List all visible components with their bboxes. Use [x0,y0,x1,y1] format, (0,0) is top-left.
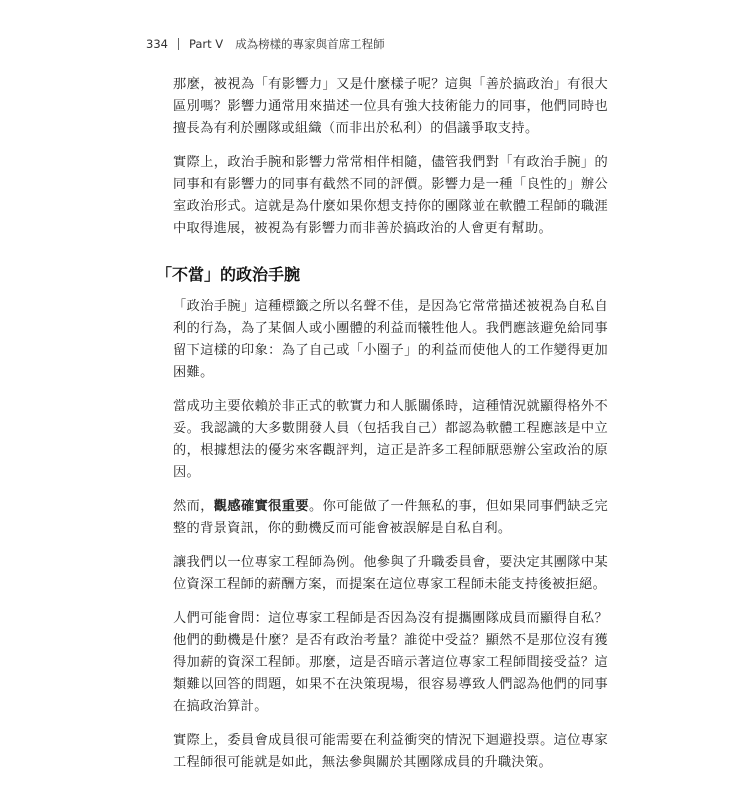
running-header [146,36,385,52]
part-label: Part V [188,37,224,51]
paragraph-rest: 。你可能做了一件無私的事，但如果同事們缺乏完整的背景資訊，你的動機反而可能會被誤解是自私自利。 [173,499,608,536]
paragraph: 「政治手腕」這種標籤之所以名聲不佳，是因為它常常描述被視為自私自利的行為，為了某個人或小團體的利益而犧牲他人。我們應該避免給同事留下這樣的印象：為了自己或「小圈子」的利益而使他人的工作變得更加困難。 [173,299,608,380]
paragraph-lead: 然而， [173,499,214,514]
chapter-title: 成為榜樣的專家與首席工程師 [235,37,385,51]
paragraph: 實際上，政治手腕和影響力常常相伴相隨，儘管我們對「有政治手腕」的同事和有影響力的同事有截然不同的評價。影響力是一種「良性的」辦公室政治形式。這就是為什麼如果你想支持你的團隊並在軟體工程師的職涯中取得進展，被視為有影響力而非善於搞政治的人會更有幫助。 [173,155,608,236]
paragraph: 讓我們以一位專家工程師為例。他參與了升職委員會，要決定其團隊中某位資深工程師的薪酬方案，而提案在這位專家工程師未能支持後被拒絕。 [173,555,608,592]
paragraph: 實際上，委員會成員很可能需要在利益衝突的情況下迴避投票。這位專家工程師很可能就是如此，無法參與關於其團隊成員的升職決策。 [173,733,608,770]
paragraph: 當成功主要依賴於非正式的軟實力和人脈關係時，這種情況就顯得格外不妥。我認識的大多數開發人員（包括我自己）都認為軟體工程應該是中立的，根據想法的優劣來客觀評判，這正是許多工程師厭惡辦公室政治的原因。 [173,399,608,480]
body-text [156,74,608,786]
paragraph-with-emphasis [173,496,608,540]
section-heading: 「不當」的政治手腕 [156,265,301,284]
header-divider [178,38,179,50]
paragraph: 人們可能會問：這位專家工程師是否因為沒有提攜團隊成員而顯得自私？他們的動機是什麼？是否有政治考量？誰從中受益？顯然不是那位沒有獲得加薪的資深工程師。那麼，這是否暗示著這位專家工程師間接受益？這類難以回答的問題，如果不在決策現場，很容易導致人們認為他們的同事在搞政治算計。 [173,611,608,714]
emphasized-phrase: 觀感確實很重要 [213,499,309,514]
page-number: 334 [146,37,168,51]
paragraph: 那麼，被視為「有影響力」又是什麼樣子呢？這與「善於搞政治」有很大區別嗎？影響力通常用來描述一位具有強大技術能力的同事，他們同時也擅長為有利於團隊或組織（而非出於私利）的倡議爭取支持。 [173,77,608,136]
